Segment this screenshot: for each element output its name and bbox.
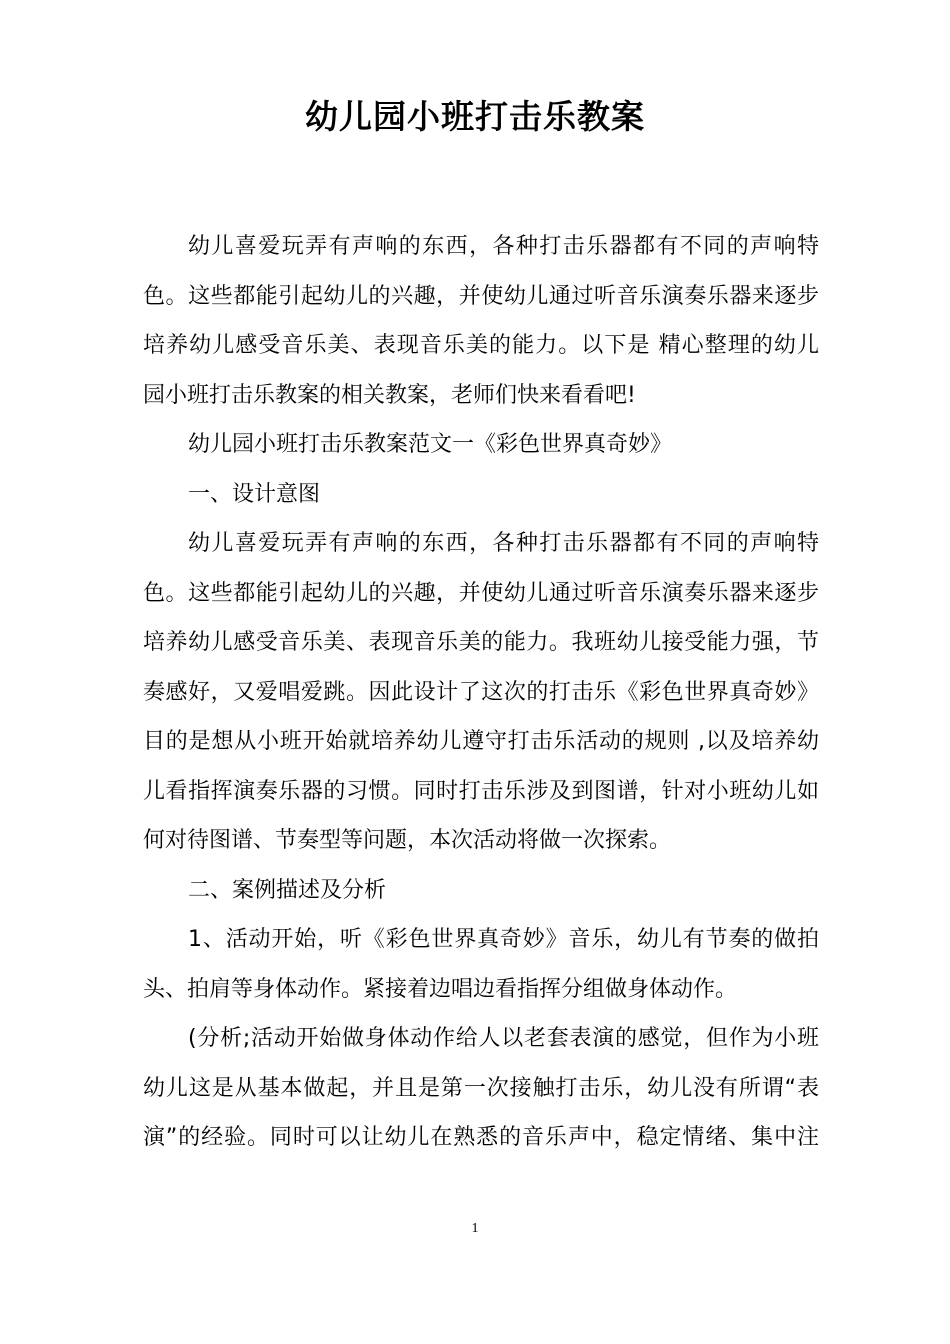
document-body bbox=[143, 222, 819, 1163]
text-line: 色。这些都能引起幼儿的兴趣，并使幼儿通过听音乐演奏乐器来逐步 bbox=[143, 283, 819, 309]
text-line: 培养幼儿感受音乐美、表现音乐美的能力。以下是 精心整理的幼儿 bbox=[143, 333, 819, 358]
text-line: 园小班打击乐教案的相关教案，老师们快来看看吧! bbox=[143, 382, 636, 408]
section-heading: 幼儿园小班打击乐教案范文一《彩色世界真奇妙》 bbox=[188, 432, 673, 457]
text-line: 演”的经验。同时可以让幼儿在熟悉的音乐声中，稳定情绪、集中注 bbox=[143, 1125, 819, 1150]
text-line: 奏感好，又爱唱爱跳。因此设计了这次的打击乐《彩色世界真奇妙》 bbox=[143, 679, 819, 705]
section-heading: 二、案例描述及分析 bbox=[188, 877, 387, 903]
text-line: 幼儿这是从基本做起，并且是第一次接触打击乐，幼儿没有所谓“表 bbox=[143, 1075, 819, 1101]
section-heading: 一、设计意图 bbox=[188, 481, 321, 507]
text-line: 培养幼儿感受音乐美、表现音乐美的能力。我班幼儿接受能力强，节 bbox=[143, 630, 819, 655]
text-line: (分析;活动开始做身体动作给人以老套表演的感觉，但作为小班 bbox=[188, 1026, 819, 1051]
text-line: 幼儿喜爱玩弄有声响的东西，各种打击乐器都有不同的声响特 bbox=[188, 531, 819, 556]
text-line: 色。这些都能引起幼儿的兴趣，并使幼儿通过听音乐演奏乐器来逐步 bbox=[143, 580, 819, 606]
text-line: 目的是想从小班开始就培养幼儿遵守打击乐活动的规则 ,以及培养幼 bbox=[143, 729, 819, 754]
text-line: 儿看指挥演奏乐器的习惯。同时打击乐涉及到图谱，针对小班幼儿如 bbox=[143, 778, 819, 804]
text-line: 何对待图谱、节奏型等问题，本次活动将做一次探索。 bbox=[143, 828, 672, 853]
page-number: 1 bbox=[471, 1221, 479, 1236]
text-line: 幼儿喜爱玩弄有声响的东西，各种打击乐器都有不同的声响特 bbox=[188, 234, 819, 259]
text-line: 头、拍肩等身体动作。紧接着边唱边看指挥分组做身体动作。 bbox=[143, 976, 738, 1002]
document-title: 幼儿园小班打击乐教案 bbox=[305, 97, 645, 136]
text-line: 1、活动开始，听《彩色世界真奇妙》音乐，幼儿有节奏的做拍 bbox=[188, 927, 819, 952]
